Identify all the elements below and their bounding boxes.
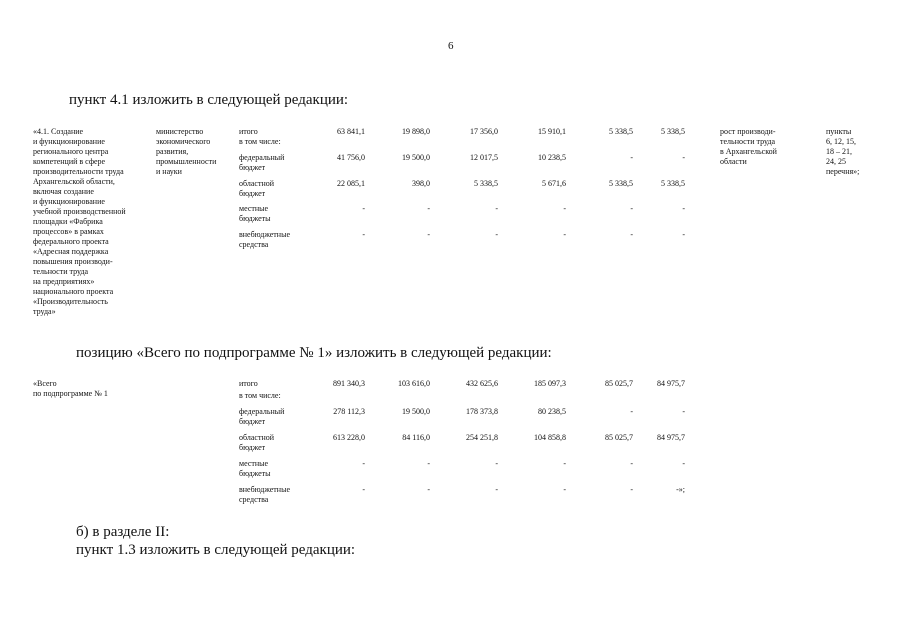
table2-row-label: внебюджетные средства — [239, 485, 290, 504]
table2-value-cell: - — [563, 459, 566, 468]
table1-value-cell: 19 500,0 — [402, 153, 430, 162]
table1-value-cell: 398,0 — [412, 179, 430, 188]
table1-value-cell: - — [495, 230, 498, 239]
table1-value-cell: 12 017,5 — [470, 153, 498, 162]
heading-point-1-3: пункт 1.3 изложить в следующей редакции: — [76, 542, 356, 558]
table2-row-label: федеральный бюджет — [239, 407, 285, 426]
table1-result: рост производи- тельности труда в Архангельской области — [720, 127, 777, 166]
table2-value-cell: -»; — [676, 485, 685, 494]
table2-value-cell: 84 975,7 — [657, 379, 685, 388]
table1-value-cell: 41 756,0 — [337, 153, 365, 162]
heading-point-4-1: пункт 4.1 изложить в следующей редакции: — [69, 92, 349, 108]
heading-section-2: б) в разделе II: — [76, 524, 170, 540]
table1-description: «4.1. Создание и функционирование регионального центра компетенций в сфере производительности труда Архангельской области, включая создание и функционирование учебной производственной площадки «Фабрика процессов» в рамках федерального проекта «Адресная поддержка повышения производи- тельности труда на предприятиях» национального проекта «Производительность труда» — [33, 127, 126, 316]
table2-value-cell: - — [682, 407, 685, 416]
table2-value-cell: - — [427, 459, 430, 468]
table2-description: «Всего по подпрограмме № 1 — [33, 379, 108, 398]
table2-value-cell: 891 340,3 — [333, 379, 365, 388]
table1-value-cell: - — [630, 204, 633, 213]
table2-value-cell: 103 616,0 — [398, 379, 430, 388]
table1-value-cell: - — [630, 230, 633, 239]
table2-value-cell: 84 116,0 — [402, 433, 430, 442]
table1-executor: министерство экономического развития, промышленности и науки — [156, 127, 217, 176]
table1-value-cell: - — [563, 204, 566, 213]
table1-row-label: в том числе: — [239, 137, 281, 146]
table2-value-cell: - — [682, 459, 685, 468]
table1-value-cell: 15 910,1 — [538, 127, 566, 136]
table2-row-label: областной бюджет — [239, 433, 275, 452]
table1-value-cell: 5 338,5 — [661, 179, 685, 188]
table2-value-cell: - — [495, 459, 498, 468]
table2-value-cell: - — [630, 459, 633, 468]
table1-value-cell: - — [630, 153, 633, 162]
table2-value-cell: 84 975,7 — [657, 433, 685, 442]
table1-value-cell: - — [495, 204, 498, 213]
table1-reference: пункты 6, 12, 15, 18 – 21, 24, 25 перечня»; — [826, 127, 860, 176]
table1-value-cell: 5 338,5 — [609, 127, 633, 136]
table2-value-cell: 185 097,3 — [534, 379, 566, 388]
table1-value-cell: - — [427, 204, 430, 213]
table1-value-cell: 17 356,0 — [470, 127, 498, 136]
table1-value-cell: - — [362, 230, 365, 239]
table1-value-cell: 19 898,0 — [402, 127, 430, 136]
table1-value-cell: - — [682, 230, 685, 239]
table1-value-cell: 10 238,5 — [538, 153, 566, 162]
table2-value-cell: - — [630, 407, 633, 416]
table2-value-cell: - — [427, 485, 430, 494]
table2-value-cell: 178 373,8 — [466, 407, 498, 416]
page-number: 6 — [448, 40, 454, 52]
table1-value-cell: 63 841,1 — [337, 127, 365, 136]
table1-value-cell: 5 671,6 — [542, 179, 566, 188]
table2-value-cell: 278 112,3 — [333, 407, 365, 416]
table1-row-label: областной бюджет — [239, 179, 275, 198]
table2-value-cell: - — [362, 459, 365, 468]
table2-value-cell: 613 228,0 — [333, 433, 365, 442]
table2-value-cell: 432 625,6 — [466, 379, 498, 388]
table2-value-cell: 104 858,8 — [534, 433, 566, 442]
table2-value-cell: 85 025,7 — [605, 379, 633, 388]
table2-value-cell: - — [495, 485, 498, 494]
table1-value-cell: 22 085,1 — [337, 179, 365, 188]
table1-row-label: местные бюджеты — [239, 204, 271, 223]
table2-value-cell: 80 238,5 — [538, 407, 566, 416]
table2-value-cell: 85 025,7 — [605, 433, 633, 442]
table1-value-cell: 5 338,5 — [609, 179, 633, 188]
table2-row-label: в том числе: — [239, 391, 281, 400]
heading-total-position: позицию «Всего по подпрограмме № 1» изложить в следующей редакции: — [76, 345, 552, 361]
table1-value-cell: - — [563, 230, 566, 239]
table1-row-label: федеральный бюджет — [239, 153, 285, 172]
table1-value-cell: - — [362, 204, 365, 213]
table1-value-cell: - — [427, 230, 430, 239]
table2-row-label: местные бюджеты — [239, 459, 271, 478]
table2-value-cell: - — [563, 485, 566, 494]
table2-row-label: итого — [239, 379, 258, 388]
table2-value-cell: - — [630, 485, 633, 494]
table1-row-label: внебюджетные средства — [239, 230, 290, 249]
table1-row-label: итого — [239, 127, 258, 136]
table2-value-cell: 19 500,0 — [402, 407, 430, 416]
table1-value-cell: - — [682, 153, 685, 162]
table1-value-cell: - — [682, 204, 685, 213]
table1-value-cell: 5 338,5 — [661, 127, 685, 136]
table1-value-cell: 5 338,5 — [474, 179, 498, 188]
table2-value-cell: - — [362, 485, 365, 494]
table2-value-cell: 254 251,8 — [466, 433, 498, 442]
